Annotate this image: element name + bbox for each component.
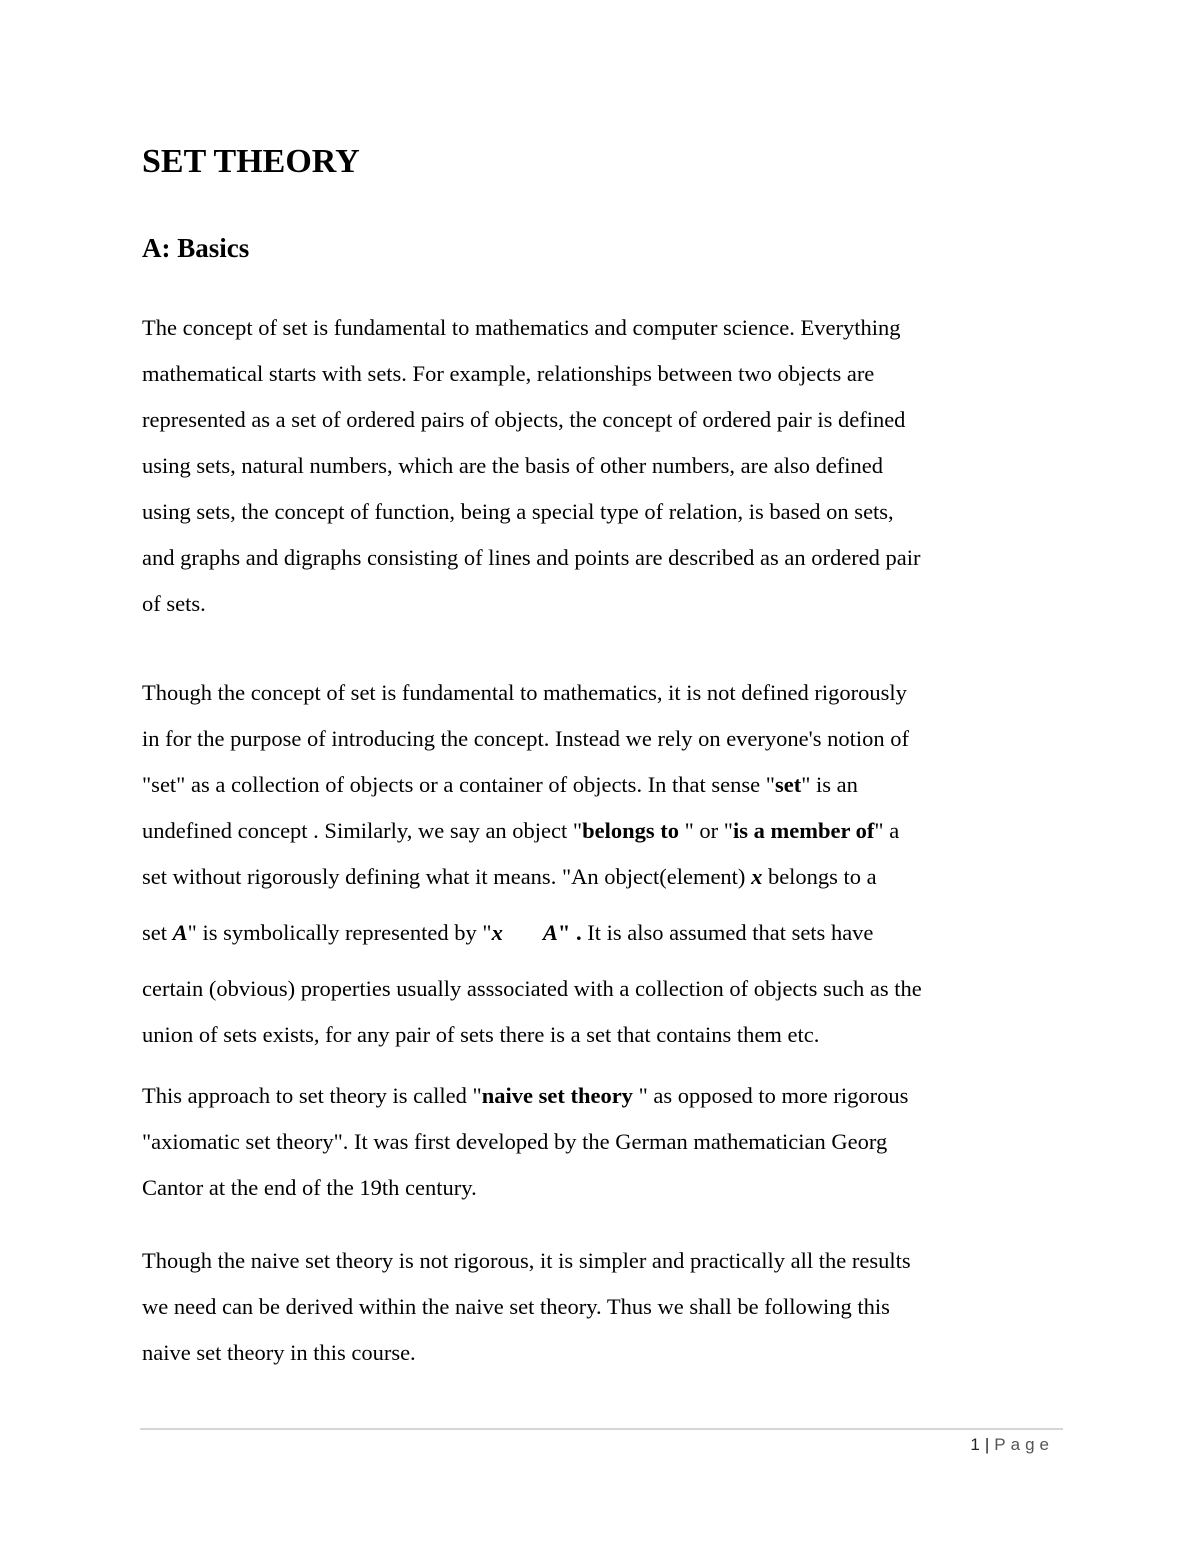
- text-run: "set" as a collection of objects or a container of objects. In that sense ": [142, 772, 775, 797]
- math-variable-A: A: [172, 920, 188, 945]
- paragraph-1: [142, 305, 1082, 627]
- text-run: It is also assumed that sets have: [587, 920, 874, 945]
- text-run: " .: [557, 920, 588, 945]
- paragraph-line: certain (obvious) properties usually asssociated with a collection of objects such as the: [142, 976, 922, 1001]
- paragraph-line: we need can be derived within the naive set theory. Thus we shall be following this: [142, 1294, 890, 1319]
- paragraph-line: union of sets exists, for any pair of sets there is a set that contains them etc.: [142, 1022, 820, 1047]
- text-run: " is an: [801, 772, 858, 797]
- math-variable-A: A: [542, 920, 558, 945]
- text-run: " a: [874, 818, 900, 843]
- paragraph-line: [142, 900, 1082, 966]
- page-footer: [970, 1433, 1054, 1457]
- footer-divider: [140, 1428, 1063, 1430]
- paragraph-line: mathematical starts with sets. For example, relationships between two objects are: [142, 361, 875, 386]
- bold-term-belongs-to: belongs to: [582, 818, 685, 843]
- paragraph-3: [142, 1073, 1082, 1211]
- page-label: Page: [994, 1435, 1054, 1454]
- paragraph-line: "axiomatic set theory". It was first developed by the German mathematician Georg: [142, 1129, 888, 1154]
- paragraph-line: [142, 1073, 1082, 1119]
- paragraph-line: Though the concept of set is fundamental to mathematics, it is not defined rigorously: [142, 680, 907, 705]
- paragraph-line: represented as a set of ordered pairs of objects, the concept of ordered pair is defined: [142, 407, 906, 432]
- paragraph-line: naive set theory in this course.: [142, 1340, 416, 1365]
- text-run: " or ": [684, 818, 733, 843]
- page-number: 1: [970, 1435, 980, 1454]
- paragraph-line: in for the purpose of introducing the concept. Instead we rely on everyone's notion of: [142, 726, 909, 751]
- bold-term-is-a-member-of: is a member of: [732, 818, 875, 843]
- section-heading: A: Basics: [142, 233, 250, 263]
- paragraph-4: [142, 1238, 1082, 1376]
- paragraph-line: [142, 854, 1082, 900]
- text-run: This approach to set theory is called ": [142, 1083, 482, 1108]
- text-run: " as opposed to more rigorous: [638, 1083, 909, 1108]
- paragraph-line: and graphs and digraphs consisting of lines and points are described as an ordered pair: [142, 545, 921, 570]
- footer-separator: |: [984, 1435, 990, 1454]
- paragraph-line: [142, 762, 1082, 808]
- paragraph-line: [142, 808, 1082, 854]
- paragraph-line: of sets.: [142, 591, 206, 616]
- paragraph-line: Though the naive set theory is not rigorous, it is simpler and practically all the results: [142, 1248, 911, 1273]
- document-title: SET THEORY: [142, 143, 360, 180]
- text-run: set without rigorously defining what it means. "An object(element): [142, 864, 752, 889]
- text-run: belongs to a: [762, 864, 877, 889]
- math-variable-x: x: [751, 864, 763, 889]
- paragraph-2: [142, 670, 1082, 1058]
- math-variable-x: x: [491, 920, 503, 945]
- paragraph-line: using sets, the concept of function, being a special type of relation, is based on sets,: [142, 499, 894, 524]
- text-run: undefined concept . Similarly, we say an object ": [142, 818, 583, 843]
- paragraph-line: Cantor at the end of the 19th century.: [142, 1175, 477, 1200]
- bold-term-set: set: [774, 772, 802, 797]
- text-run: set: [142, 920, 173, 945]
- paragraph-line: using sets, natural numbers, which are the basis of other numbers, are also defined: [142, 453, 884, 478]
- text-run: " is symbolically represented by ": [187, 920, 492, 945]
- paragraph-line: The concept of set is fundamental to mathematics and computer science. Everything: [142, 315, 901, 340]
- bold-term-naive-set-theory: naive set theory: [481, 1083, 639, 1108]
